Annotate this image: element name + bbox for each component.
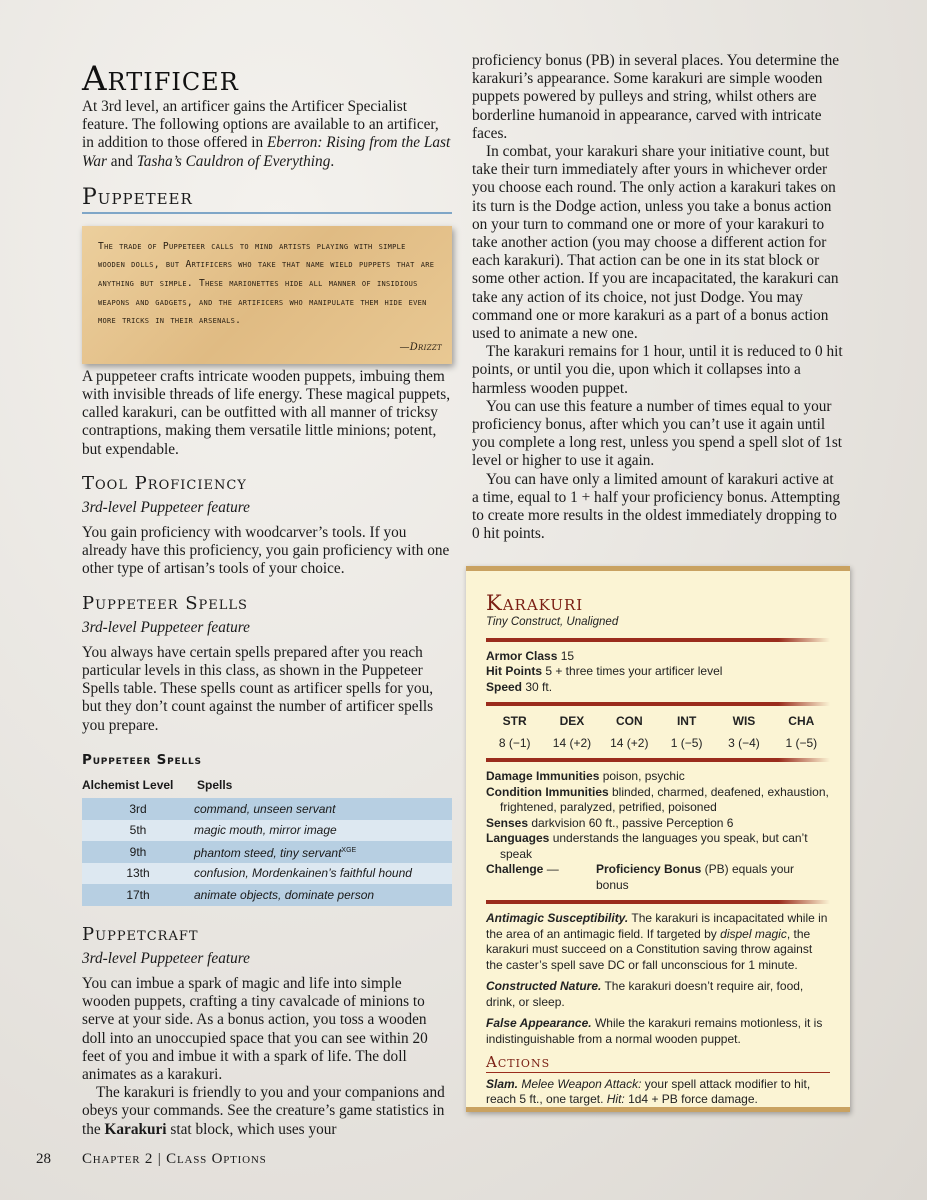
stat-divider <box>486 702 830 706</box>
table-row: 3rd command, unseen servant <box>82 798 452 820</box>
source-superscript: XGE <box>341 846 357 854</box>
spells-feature-level: 3rd-level Puppeteer feature <box>82 618 250 636</box>
chapter-title: Chapter 2 | Class Options <box>82 1151 267 1167</box>
flavor-quote: The trade of Puppeteer calls to mind artists playing with simple wooden dolls, but Artificers who take that name wield puppets that are anything but simple. These marionettes hide all manner of insidious weapons and gadgets, and the artificers who manipulate them hide even more tricks in their arsenals. —Drizzt <box>82 226 452 364</box>
subclass-description: A puppeteer crafts intricate wooden puppets, imbuing them with invisible threads of life energy. These magical puppets, called karakuri, can be outfitted with all manner of tricksy contraptions, making them versatile little minions; potent, but expendable. <box>82 367 451 458</box>
puppetcraft-paragraph-2: The karakuri is friendly to you and your companions and obeys your commands. See the creature’s game statistics in the Karakuri stat block, which uses your <box>82 1084 445 1138</box>
right-paragraph-3: The karakuri remains for 1 hour, until it is reduced to 0 hit points, or until you die, upon which it collapses into a harmless wooden puppet. <box>472 343 843 397</box>
puppetcraft-paragraph-1: You can imbue a spark of magic and life into simple wooden puppets, crafting a tiny cavalcade of minions to serve at your side. As a bonus action, you toss a wooden doll into an unoccupied space that you can see within 20 feet of you and imbue it with a spark of life. The doll animates as a karakuri. <box>82 974 428 1083</box>
trait-false-appearance: False Appearance. While the karakuri remains motionless, it is indistinguishable from a normal wooden puppet. <box>486 1016 823 1046</box>
tool-proficiency-heading: Tool Proficiency <box>82 472 247 494</box>
ability-scores <box>486 714 830 751</box>
spells-table <box>82 773 452 906</box>
puppeteer-spells-text: You always have certain spells prepared after you reach particular levels in this class, as shown in the Puppeteer Spells table. These spells count as artificer spells for you, but they don’t count against the number of artificer spells you prepare. <box>82 643 434 734</box>
table-header-spells: Spells <box>197 778 233 793</box>
page-footer <box>36 1151 267 1168</box>
senses: Senses darkvision 60 ft., passive Perception 6 <box>486 815 734 830</box>
trait-antimagic: Antimagic Susceptibility. The karakuri is incapacitated while in the area of an antimagic field. If targeted by dispel magic, the karakuri must succeed on a Constitution saving throw against the caster’s spell save DC or fall unconscious for 1 minute. <box>486 911 828 972</box>
languages: Languages understands the languages you speak, but can’t speak <box>486 831 808 861</box>
spells-table-title: Puppeteer Spells <box>82 751 202 768</box>
puppeteer-spells-heading: Puppeteer Spells <box>82 592 248 614</box>
stat-block-name: Karakuri <box>486 591 584 615</box>
intro-paragraph: At 3rd level, an artificer gains the Artificer Specialist feature. The following options are available to an artificer, in addition to those offered in Eberron: Rising from the Last War and Tasha’s Cauldron of Everything. <box>82 98 451 170</box>
stat-block-type: Tiny Construct, Unaligned <box>486 616 619 628</box>
table-row: 17th animate objects, dominate person <box>82 884 452 906</box>
damage-immunities: Damage Immunities poison, psychic <box>486 769 685 783</box>
karakuri-stat-block <box>466 566 850 1112</box>
table-row: 13th confusion, Mordenkainen’s faithful hound <box>82 863 452 885</box>
actions-heading: Actions <box>486 1055 830 1073</box>
right-paragraph-4: You can use this feature a number of times equal to your proficiency bonus, after which you can’t use it again until you complete a long rest, unless you spend a spell slot of 1st level or higher to use it again. <box>472 397 843 470</box>
ability-int: INT 1 (−5) <box>670 714 703 750</box>
speed: Speed 30 ft. <box>486 679 553 694</box>
tool-feature-level: 3rd-level Puppeteer feature <box>82 498 250 516</box>
tool-proficiency-text: You gain proficiency with woodcarver’s tools. If you already have this proficiency, you gain proficiency with one other type of artisan’s tools of your choice. <box>82 524 450 578</box>
subclass-heading: Puppeteer <box>82 185 452 214</box>
right-column <box>472 52 844 543</box>
ability-dex: DEX 14 (+2) <box>552 714 592 750</box>
page-number: 28 <box>36 1151 51 1167</box>
puppetcraft-heading: Puppetcraft <box>82 923 199 945</box>
ability-wis: WIS 3 (−4) <box>728 714 760 750</box>
right-paragraph-5: You can have only a limited amount of karakuri active at a time, equal to 1 + half your proficiency bonus. Attempting to create more results in the oldest immediately dropping to 0 hit points. <box>472 470 841 543</box>
trait-constructed-nature: Constructed Nature. The karakuri doesn’t require air, food, drink, or sleep. <box>486 979 804 1009</box>
ability-cha: CHA 1 (−5) <box>785 714 818 750</box>
table-row: 5th magic mouth, mirror image <box>82 820 452 842</box>
right-paragraph-2: In combat, your karakuri share your initiative count, but take their turn immediately after yours in whichever order you choose each round. The only action a karakuri takes on its turn is the Dodge action, unless you take a bonus action on your turn to command one or more of your karakuri to take another action (you may choose a different action for each karakuri). That action can be one in its stat block or some other action. If you are incapacitated, the karakuri can take any action of its choice, not just Dodge. You may command one or more karakuri as a part of a bonus action used to animate a new one. <box>472 143 839 343</box>
page-title: Artificer <box>82 59 239 99</box>
armor-class: Armor Class 15 <box>486 648 575 663</box>
right-paragraph-1: proficiency bonus (PB) in several places. You determine the karakuri’s appearance. Some karakuri are simple wooden puppets powered by pulleys and string, whilst others are borderline humanoid in appearance, carved with intricate faces. <box>472 52 840 142</box>
table-row: 9th phantom steed, tiny servant$^{XGE}$ <box>82 841 452 863</box>
condition-immunities: Condition Immunities blinded, charmed, deafened, exhaustion, frightened, paralyzed, petrified, poisoned <box>486 784 829 814</box>
action-slam: Slam. Melee Weapon Attack: your spell attack modifier to hit, reach 5 ft., one target. Hit: 1d4 + PB force damage. <box>486 1076 811 1106</box>
hit-points: Hit Points 5 + three times your artificer level <box>486 664 723 678</box>
stat-divider <box>486 758 830 762</box>
challenge-row: Challenge — Proficiency Bonus (PB) equals your bonus <box>486 862 795 892</box>
quote-signature: —Drizzt <box>399 342 442 354</box>
stat-divider <box>486 900 830 904</box>
ability-str: STR 8 (−1) <box>498 714 531 750</box>
table-header-level: Alchemist Level <box>82 778 174 793</box>
puppetcraft-feature-level: 3rd-level Puppeteer feature <box>82 949 250 967</box>
stat-divider <box>486 638 830 642</box>
left-column <box>82 52 452 1139</box>
ability-con: CON 14 (+2) <box>610 714 649 750</box>
